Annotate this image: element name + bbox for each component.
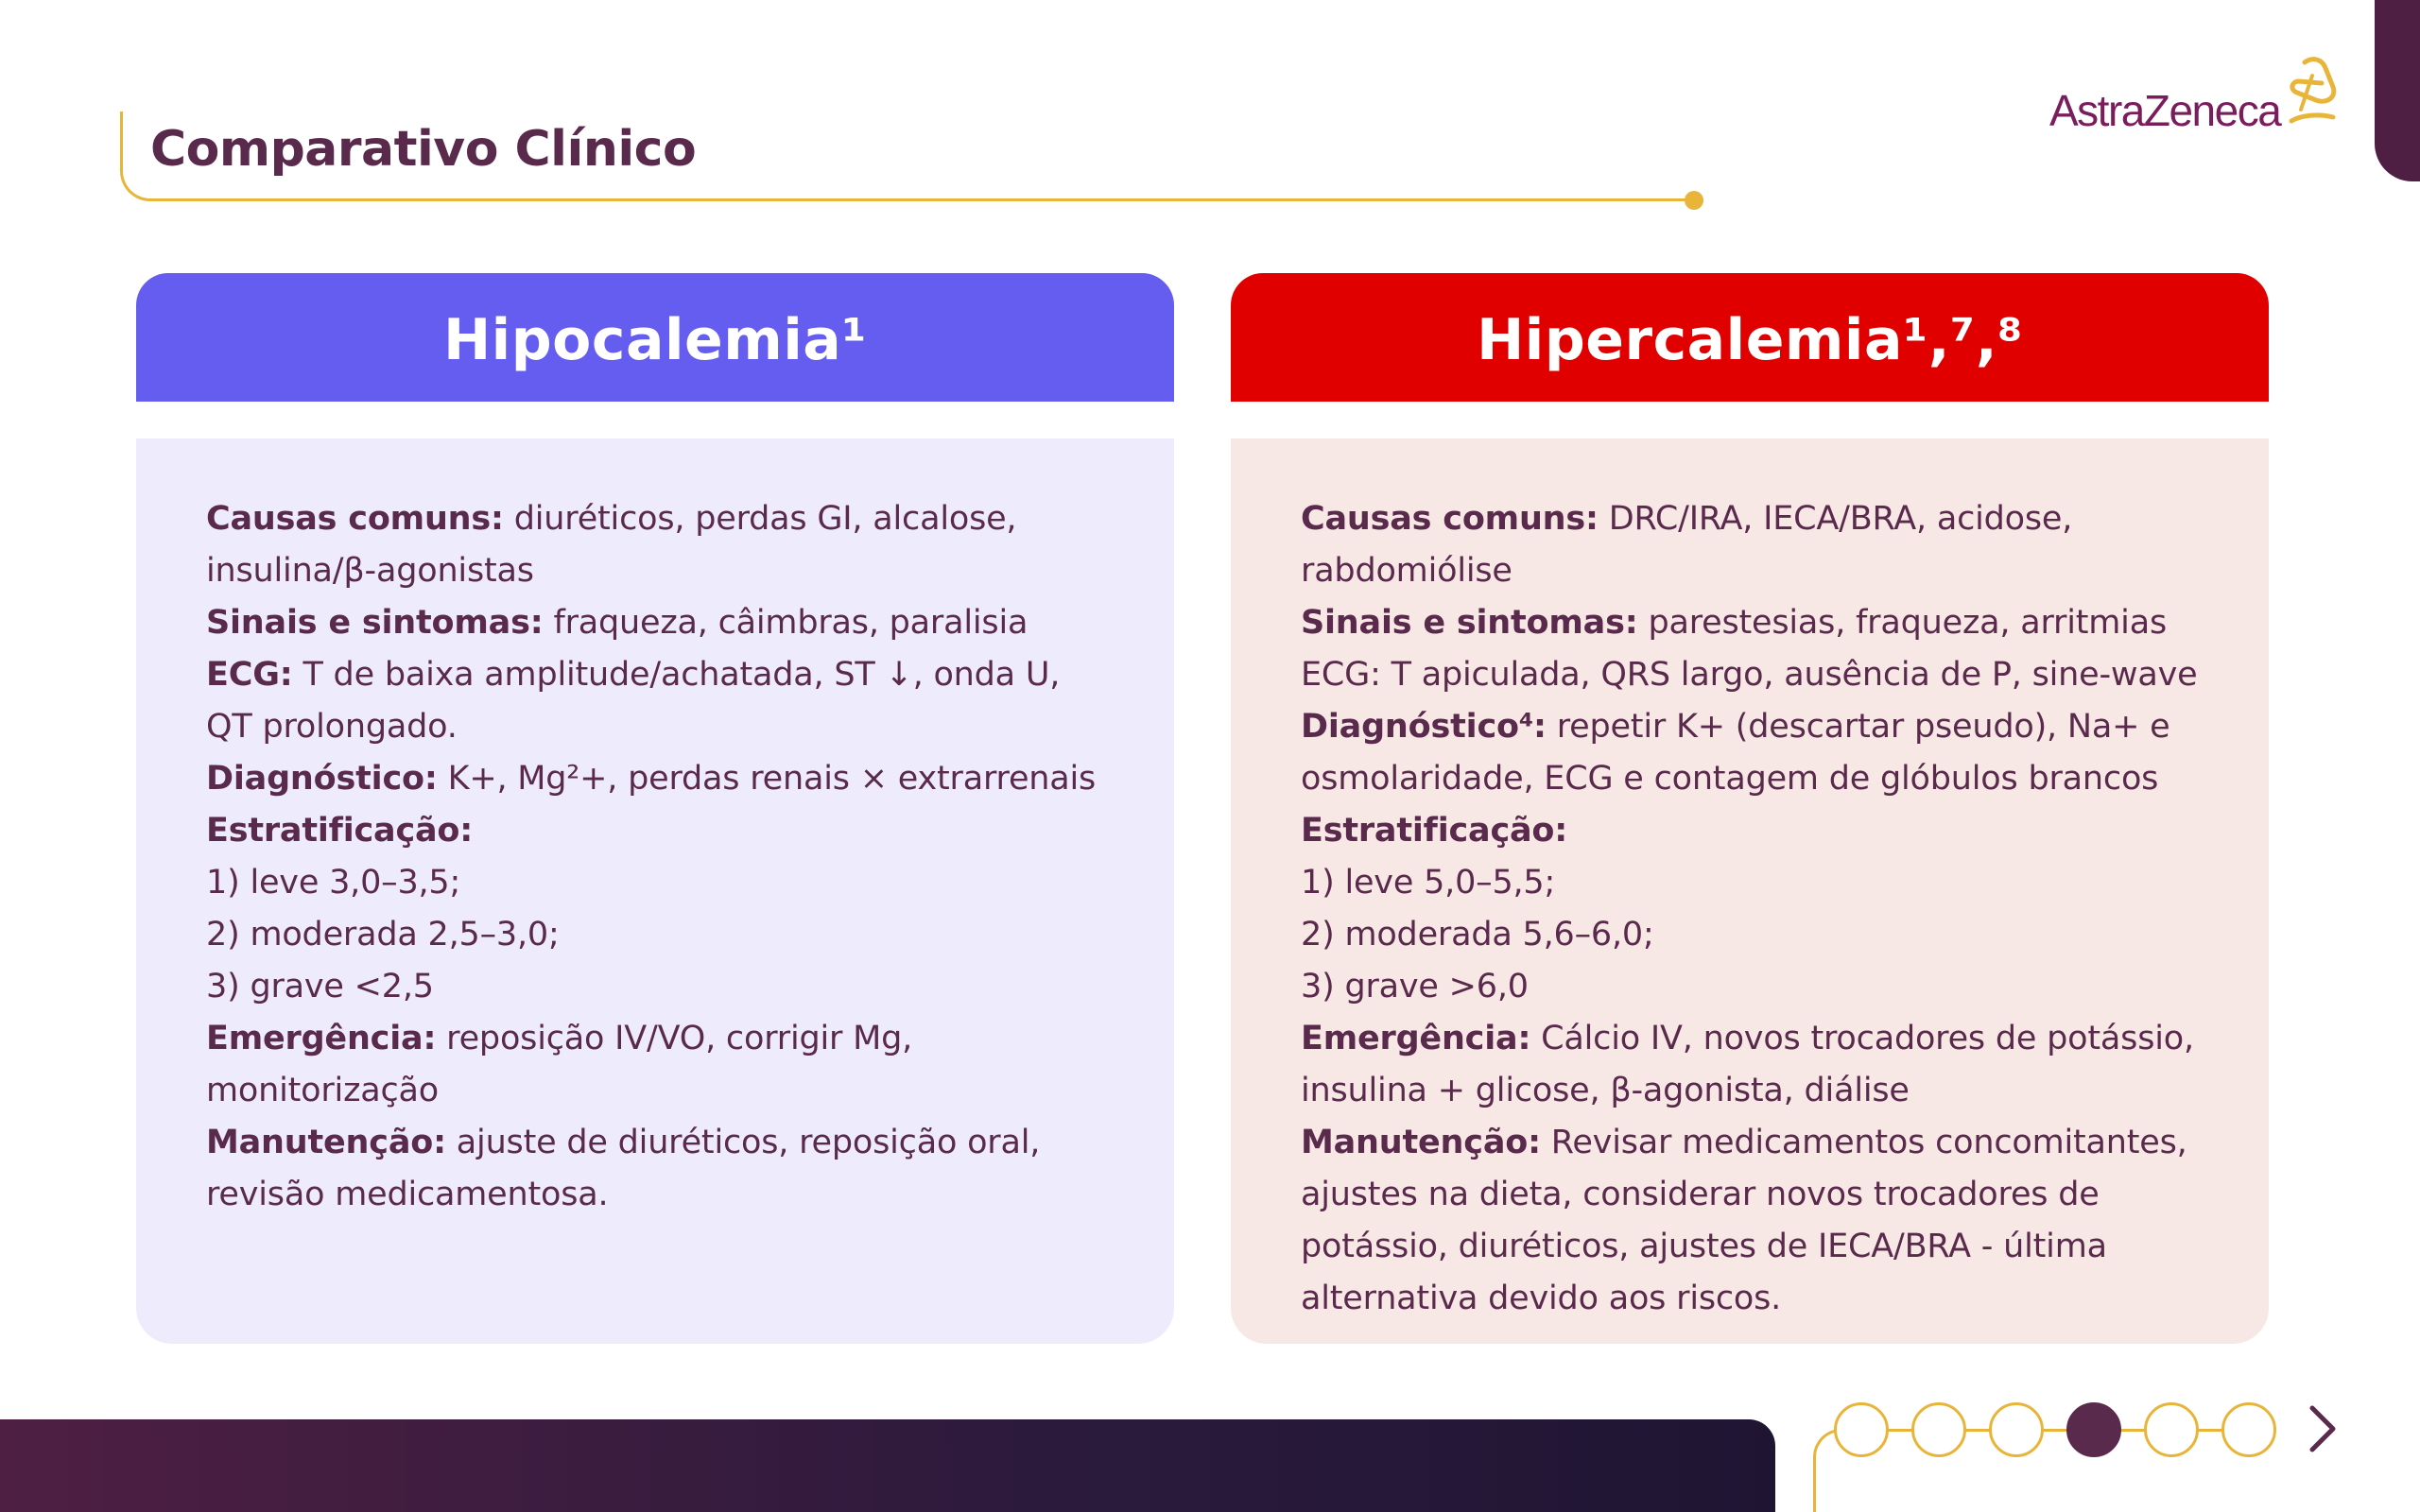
content-line	[206, 1169, 1108, 1221]
field-label: Causas comuns:	[206, 500, 504, 538]
content-line	[1301, 1117, 2203, 1169]
content-line	[206, 701, 1108, 753]
field-text: reposição IV/VO, corrigir Mg,	[436, 1020, 913, 1057]
field-text: fraqueza, câimbras, paralisia	[543, 604, 1028, 642]
astrazeneca-symbol-icon	[2284, 55, 2341, 129]
logo-text: AstraZeneca	[2049, 86, 2281, 135]
field-text: repetir K+ (descartar pseudo), Na+ e	[1546, 708, 2170, 746]
next-slide-chevron-icon[interactable]	[2303, 1402, 2341, 1455]
content-line	[1301, 1065, 2203, 1117]
field-text: alternativa devido aos riscos.	[1301, 1280, 1782, 1317]
astrazeneca-logo	[2049, 55, 2280, 140]
field-label: Diagnóstico⁴:	[1301, 708, 1547, 746]
field-text: 3) grave <2,5	[206, 968, 434, 1005]
field-label: Emergência:	[1301, 1020, 1531, 1057]
content-line	[206, 961, 1108, 1013]
content-line	[1301, 545, 2203, 597]
field-text: monitorização	[206, 1072, 439, 1109]
pager-connector	[1966, 1429, 1989, 1432]
content-line	[206, 1013, 1108, 1065]
content-line	[1301, 805, 2203, 857]
field-text: diuréticos, perdas GI, alcalose,	[503, 500, 1017, 538]
content-line	[1301, 1221, 2203, 1273]
pager-dot-2[interactable]	[1911, 1402, 1966, 1457]
content-line	[206, 493, 1108, 545]
field-text: rabdomiólise	[1301, 552, 1512, 590]
field-text: 3) grave >6,0	[1301, 968, 1529, 1005]
content-line	[206, 857, 1108, 909]
content-line	[1301, 597, 2203, 649]
pager-connector	[2121, 1429, 2144, 1432]
field-label: Sinais e sintomas:	[1301, 604, 1638, 642]
hipocalemia-title: Hipocalemia¹	[442, 307, 868, 373]
field-text: ajustes na dieta, considerar novos trocadores de	[1301, 1176, 2100, 1213]
field-label: Emergência:	[206, 1020, 437, 1057]
field-text: 1) leve 5,0–5,5;	[1301, 864, 1556, 902]
field-label: ECG:	[206, 656, 293, 694]
field-text: K+, Mg²+, perdas renais × extrarrenais	[437, 760, 1097, 798]
corner-decoration	[2375, 0, 2420, 181]
content-line	[206, 649, 1108, 701]
footer-bar	[0, 1419, 1775, 1512]
content-line	[206, 753, 1108, 805]
field-text: 2) moderada 5,6–6,0;	[1301, 916, 1654, 954]
field-label: Diagnóstico:	[206, 760, 438, 798]
hipocalemia-card-header	[136, 273, 1174, 402]
slide-pager	[1813, 1399, 2305, 1512]
field-label: Sinais e sintomas:	[206, 604, 544, 642]
field-text: Revisar medicamentos concomitantes,	[1540, 1124, 2187, 1161]
pager-connector	[1889, 1429, 1911, 1432]
pager-dot-6[interactable]	[2221, 1402, 2276, 1457]
content-line	[1301, 493, 2203, 545]
hipercalemia-title: Hipercalemia¹,⁷,⁸	[1477, 307, 2023, 373]
pager-connector	[2199, 1429, 2221, 1432]
content-line	[1301, 857, 2203, 909]
field-label: Causas comuns:	[1301, 500, 1599, 538]
pager-dot-1[interactable]	[1834, 1402, 1889, 1457]
content-line	[1301, 649, 2203, 701]
pager-dot-4[interactable]	[2066, 1402, 2121, 1457]
field-text: insulina + glicose, β-agonista, diálise	[1301, 1072, 1910, 1109]
field-text: DRC/IRA, IECA/BRA, acidose,	[1598, 500, 2073, 538]
hipocalemia-card-body	[136, 438, 1174, 1344]
content-line	[206, 805, 1108, 857]
content-line	[206, 545, 1108, 597]
field-text: T de baixa amplitude/achatada, ST ↓, onda U,	[292, 656, 1061, 694]
field-text: parestesias, fraqueza, arritmias	[1637, 604, 2167, 642]
field-label: Estratificação:	[206, 812, 474, 850]
field-text: insulina/β-agonistas	[206, 552, 534, 590]
content-line	[1301, 753, 2203, 805]
field-text: ajuste de diuréticos, reposição oral,	[445, 1124, 1041, 1161]
title-underline-dot	[1685, 191, 1703, 210]
content-line	[206, 909, 1108, 961]
field-label: Manutenção:	[206, 1124, 446, 1161]
content-line	[206, 1117, 1108, 1169]
field-text: ECG: T apiculada, QRS largo, ausência de P, sine-wave	[1301, 656, 2198, 694]
pager-dot-5[interactable]	[2144, 1402, 2199, 1457]
field-text: QT prolongado.	[206, 708, 458, 746]
field-text: 2) moderada 2,5–3,0;	[206, 916, 560, 954]
hipercalemia-card-header	[1231, 273, 2269, 402]
field-text: Cálcio IV, novos trocadores de potássio,	[1530, 1020, 2194, 1057]
page-title: Comparativo Clínico	[150, 121, 697, 178]
pager-dot-3[interactable]	[1989, 1402, 2044, 1457]
content-line	[1301, 961, 2203, 1013]
field-text: osmolaridade, ECG e contagem de glóbulos brancos	[1301, 760, 2159, 798]
content-line	[206, 1065, 1108, 1117]
hipercalemia-card-body	[1231, 438, 2269, 1344]
content-line	[1301, 909, 2203, 961]
field-text: 1) leve 3,0–3,5;	[206, 864, 461, 902]
content-line	[1301, 1273, 2203, 1325]
content-line	[1301, 701, 2203, 753]
content-line	[206, 597, 1108, 649]
pager-connector	[2044, 1429, 2066, 1432]
field-label: Manutenção:	[1301, 1124, 1541, 1161]
field-text: revisão medicamentosa.	[206, 1176, 609, 1213]
content-line	[1301, 1169, 2203, 1221]
content-line	[1301, 1013, 2203, 1065]
field-text: potássio, diuréticos, ajustes de IECA/BRA - última	[1301, 1228, 2107, 1265]
field-label: Estratificação:	[1301, 812, 1568, 850]
